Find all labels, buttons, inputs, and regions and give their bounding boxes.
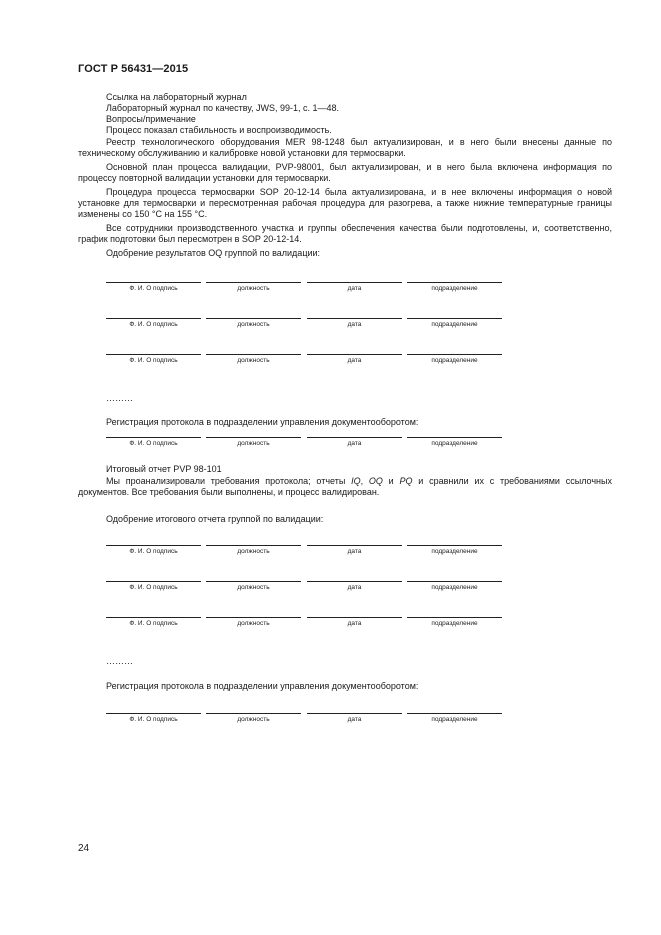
signature-field-position[interactable]: должность [206, 713, 301, 714]
signature-row [106, 282, 502, 296]
ellipsis: ……… [106, 656, 133, 666]
signature-field-position[interactable]: должность [206, 318, 301, 319]
paragraph-registration: Регистрация протокола в подразделении управления документооборотом: [106, 681, 419, 691]
signature-field-date[interactable]: дата [307, 617, 402, 618]
paragraph-lab-journal: Лабораторный журнал по качеству, JWS, 99-1, с. 1—48. [106, 103, 339, 113]
paragraph-final-report: Мы проанализировали требования протокола; отчеты IQ, OQ и PQ и сравнили их с требованиями ссылочных документов. Все требования были выполнены, и процесс валидирован. [78, 476, 612, 497]
signature-row [106, 354, 502, 368]
signature-field-position[interactable]: должность [206, 282, 301, 283]
signature-row [106, 713, 502, 727]
signature-row [106, 545, 502, 559]
signature-field-name[interactable]: Ф. И. О подпись [106, 437, 201, 438]
signature-field-department[interactable]: подразделение [407, 617, 502, 618]
signature-field-department[interactable]: подразделение [407, 545, 502, 546]
paragraph-equipment-register: Реестр технологического оборудования MER 98-1248 был актуализирован, и в него были внесены данные по техническому обслуживанию и калибровке новой установки для термосварки. [78, 137, 612, 158]
signature-field-date[interactable]: дата [307, 545, 402, 546]
signature-field-name[interactable]: Ф. И. О подпись [106, 713, 201, 714]
signature-field-name[interactable]: Ф. И. О подпись [106, 282, 201, 283]
paragraph-sop: Процедура процесса термосварки SOP 20-12-14 была актуализирована, и в нее включены информация о новой установке для термосварки и пересмотренная рабочая процедура для разогрева, а также нижние температурные границы изменены со 150 °С на 155 °С. [78, 187, 612, 219]
paragraph-registration: Регистрация протокола в подразделении управления документооборотом: [106, 417, 419, 427]
signature-field-name[interactable]: Ф. И. О подпись [106, 617, 201, 618]
signature-field-department[interactable]: подразделение [407, 282, 502, 283]
signature-field-position[interactable]: должность [206, 617, 301, 618]
signature-field-name[interactable]: Ф. И. О подпись [106, 354, 201, 355]
paragraph-questions: Вопросы/примечание [106, 114, 196, 124]
signature-row [106, 318, 502, 332]
paragraph-validation-plan: Основной план процесса валидации, PVP-98001, был актуализирован, и в него была включена информация по процессу повторной валидации установки для термосварки. [78, 162, 612, 183]
signature-field-name[interactable]: Ф. И. О подпись [106, 581, 201, 582]
signature-field-date[interactable]: дата [307, 354, 402, 355]
signature-field-department[interactable]: подразделение [407, 318, 502, 319]
signature-field-date[interactable]: дата [307, 318, 402, 319]
signature-field-position[interactable]: должность [206, 437, 301, 438]
signature-field-department[interactable]: подразделение [407, 437, 502, 438]
signature-field-name[interactable]: Ф. И. О подпись [106, 318, 201, 319]
paragraph-oq-approval: Одобрение результатов OQ группой по валидации: [106, 248, 321, 258]
signature-field-name[interactable]: Ф. И. О подпись [106, 545, 201, 546]
final-report-title: Итоговый отчет PVP 98-101 [106, 464, 222, 474]
paragraph-training: Все сотрудники производственного участка и группы обеспечения качества были подготовлены, и, соответственно, график подготовки был пересмотрен в SOP 20-12-14. [78, 223, 612, 244]
document-header: ГОСТ Р 56431—2015 [78, 63, 189, 75]
paragraph-stability: Процесс показал стабильность и воспроизводимость. [106, 125, 332, 135]
signature-field-department[interactable]: подразделение [407, 581, 502, 582]
signature-field-position[interactable]: должность [206, 581, 301, 582]
signature-row [106, 581, 502, 595]
signature-field-date[interactable]: дата [307, 282, 402, 283]
signature-field-department[interactable]: подразделение [407, 354, 502, 355]
paragraph-final-approval: Одобрение итогового отчета группой по валидации: [106, 514, 324, 524]
signature-field-date[interactable]: дата [307, 437, 402, 438]
paragraph-lab-journal-ref: Ссылка на лабораторный журнал [106, 92, 247, 102]
signature-row [106, 617, 502, 631]
ellipsis: ……… [106, 393, 133, 403]
signature-field-department[interactable]: подразделение [407, 713, 502, 714]
page-number: 24 [78, 843, 90, 854]
signature-field-date[interactable]: дата [307, 581, 402, 582]
signature-field-position[interactable]: должность [206, 545, 301, 546]
signature-row [106, 437, 502, 451]
signature-field-date[interactable]: дата [307, 713, 402, 714]
signature-field-position[interactable]: должность [206, 354, 301, 355]
